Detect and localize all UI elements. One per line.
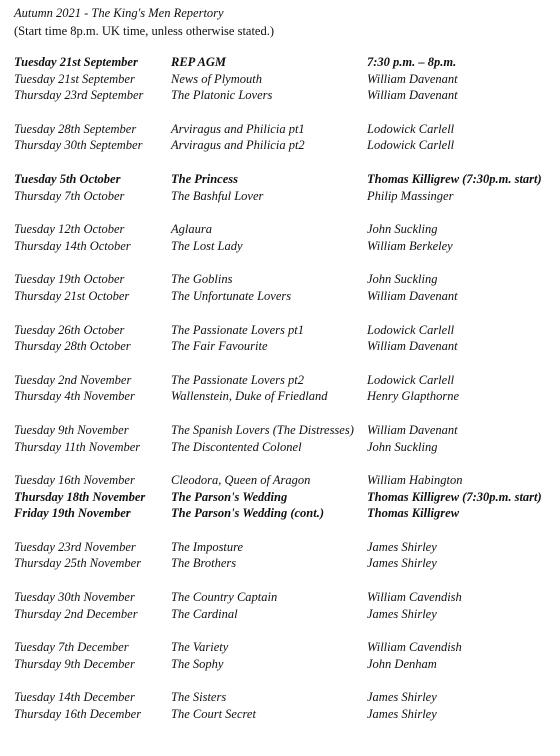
row-play-title: Arviragus and Philicia pt1 [171, 121, 305, 136]
row-author: Lodowick Carlell [367, 372, 455, 387]
row-date: Thursday 16th December [14, 707, 142, 722]
row-date: Friday 19th November [14, 506, 131, 521]
schedule-row [14, 137, 554, 154]
row-author: 7:30 p.m. – 8p.m. [367, 55, 457, 69]
row-author: Thomas Killigrew [367, 506, 460, 521]
row-author: Philip Massinger [367, 188, 454, 203]
schedule-group [14, 472, 554, 522]
schedule-group [14, 221, 554, 254]
schedule-row [14, 706, 554, 723]
row-play-title: REP AGM [171, 55, 226, 69]
row-author: William Berkeley [367, 238, 453, 253]
row-date: Tuesday 30th November [14, 590, 135, 605]
row-author: William Davenant [367, 288, 458, 303]
row-author: James Shirley [367, 707, 437, 722]
schedule-row [14, 589, 554, 606]
row-play-title: The Passionate Lovers pt1 [171, 322, 304, 337]
row-author: William Habington [367, 473, 463, 488]
schedule-row [14, 71, 554, 88]
row-author: William Davenant [367, 71, 458, 86]
row-author: John Suckling [367, 222, 438, 237]
row-play-title: The Sophy [171, 656, 224, 671]
row-play-title: The Goblins [171, 272, 233, 287]
row-author: James Shirley [367, 606, 437, 621]
row-date: Tuesday 14th December [14, 690, 135, 705]
schedule-row [14, 555, 554, 572]
schedule-row [14, 221, 554, 238]
row-author: John Denham [367, 656, 437, 671]
row-date: Thursday 2nd December [14, 606, 138, 621]
schedule-row [14, 54, 554, 71]
schedule-table [14, 54, 554, 740]
row-author: James Shirley [367, 556, 437, 571]
row-date: Thursday 14th October [14, 238, 131, 253]
schedule-row [14, 689, 554, 706]
document-subtitle: (Start time 8p.m. UK time, unless otherwise stated.) [14, 24, 275, 38]
row-play-title: The Spanish Lovers (The Distresses) [171, 422, 354, 437]
schedule-row [14, 439, 554, 456]
schedule-group [14, 54, 554, 104]
schedule-row [14, 87, 554, 104]
row-author: William Cavendish [367, 640, 462, 655]
row-play-title: The Variety [171, 640, 229, 655]
schedule-row [14, 656, 554, 673]
row-date: Thursday 7th October [14, 188, 125, 203]
schedule-row [14, 171, 554, 188]
row-author: James Shirley [367, 690, 437, 705]
row-date: Tuesday 2nd November [14, 372, 132, 387]
schedule-row [14, 388, 554, 405]
schedule-row [14, 472, 554, 489]
row-date: Tuesday 12th October [14, 222, 125, 237]
schedule-group [14, 689, 554, 722]
row-play-title: The Parson's Wedding (cont.) [171, 506, 325, 521]
row-play-title: Wallenstein, Duke of Friedland [171, 389, 328, 404]
row-date: Tuesday 9th November [14, 422, 129, 437]
schedule-row [14, 539, 554, 556]
schedule-group [14, 589, 554, 622]
row-date: Tuesday 21st September [14, 55, 138, 69]
row-author: William Davenant [367, 88, 458, 103]
row-date: Thursday 9th December [14, 656, 135, 671]
schedule-row [14, 489, 554, 506]
row-date: Tuesday 23rd November [14, 539, 136, 554]
row-date: Thursday 18th November [14, 489, 146, 504]
schedule-group [14, 271, 554, 304]
row-date: Thursday 28th October [14, 339, 131, 354]
row-play-title: Aglaura [171, 222, 212, 237]
row-play-title: The Brothers [171, 556, 237, 571]
row-date: Tuesday 28th September [14, 121, 137, 136]
row-author: John Suckling [367, 439, 438, 454]
row-play-title: The Country Captain [171, 590, 278, 605]
row-author: Lodowick Carlell [367, 121, 455, 136]
schedule-row [14, 271, 554, 288]
row-date: Tuesday 21st September [14, 71, 135, 86]
schedule-row [14, 639, 554, 656]
schedule-row [14, 505, 554, 522]
row-play-title: The Parson's Wedding [171, 489, 288, 504]
row-author: James Shirley [367, 539, 437, 554]
row-author: Thomas Killigrew (7:30p.m. start) [367, 489, 542, 504]
row-date: Tuesday 7th December [14, 640, 129, 655]
schedule-row [14, 238, 554, 255]
schedule-row [14, 372, 554, 389]
row-date: Thursday 11th November [14, 439, 141, 454]
row-date: Tuesday 5th October [14, 171, 121, 186]
schedule-group [14, 372, 554, 405]
schedule-group [14, 539, 554, 572]
row-play-title: Cleodora, Queen of Aragon [171, 473, 311, 488]
schedule-group [14, 422, 554, 455]
row-date: Thursday 4th November [14, 389, 135, 404]
row-play-title: The Unfortunate Lovers [171, 288, 292, 303]
schedule-group [14, 121, 554, 154]
row-author: Lodowick Carlell [367, 138, 455, 153]
row-play-title: The Bashful Lover [171, 188, 264, 203]
row-author: Thomas Killigrew (7:30p.m. start) [367, 171, 542, 186]
row-date: Thursday 21st October [14, 288, 130, 303]
row-author: Henry Glapthorne [367, 389, 459, 404]
row-play-title: The Imposture [171, 539, 244, 554]
row-date: Thursday 25th November [14, 556, 142, 571]
row-play-title: The Court Secret [171, 707, 256, 722]
row-play-title: The Fair Favourite [171, 339, 268, 354]
schedule-row [14, 322, 554, 339]
row-date: Thursday 30th September [14, 138, 143, 153]
schedule-group [14, 322, 554, 355]
schedule-group [14, 171, 554, 204]
schedule-row [14, 338, 554, 355]
row-play-title: The Princess [171, 171, 239, 186]
row-date: Tuesday 16th November [14, 473, 135, 488]
row-author: Lodowick Carlell [367, 322, 455, 337]
row-play-title: The Discontented Colonel [171, 439, 302, 454]
row-play-title: News of Plymouth [171, 71, 262, 86]
row-play-title: Arviragus and Philicia pt2 [171, 138, 305, 153]
row-play-title: The Sisters [171, 690, 227, 705]
schedule-row [14, 121, 554, 138]
row-play-title: The Passionate Lovers pt2 [171, 372, 304, 387]
row-author: William Davenant [367, 422, 458, 437]
row-play-title: The Cardinal [171, 606, 238, 621]
row-date: Tuesday 19th October [14, 272, 125, 287]
document-title: Autumn 2021 - The King's Men Repertory [14, 6, 224, 20]
row-play-title: The Platonic Lovers [171, 88, 273, 103]
row-author: William Cavendish [367, 590, 462, 605]
schedule-group [14, 639, 554, 672]
schedule-row [14, 288, 554, 305]
schedule-row [14, 422, 554, 439]
row-play-title: The Lost Lady [171, 238, 243, 253]
row-author: William Davenant [367, 339, 458, 354]
row-author: John Suckling [367, 272, 438, 287]
row-date: Thursday 23rd September [14, 88, 144, 103]
schedule-row [14, 606, 554, 623]
schedule-row [14, 188, 554, 205]
row-date: Tuesday 26th October [14, 322, 125, 337]
